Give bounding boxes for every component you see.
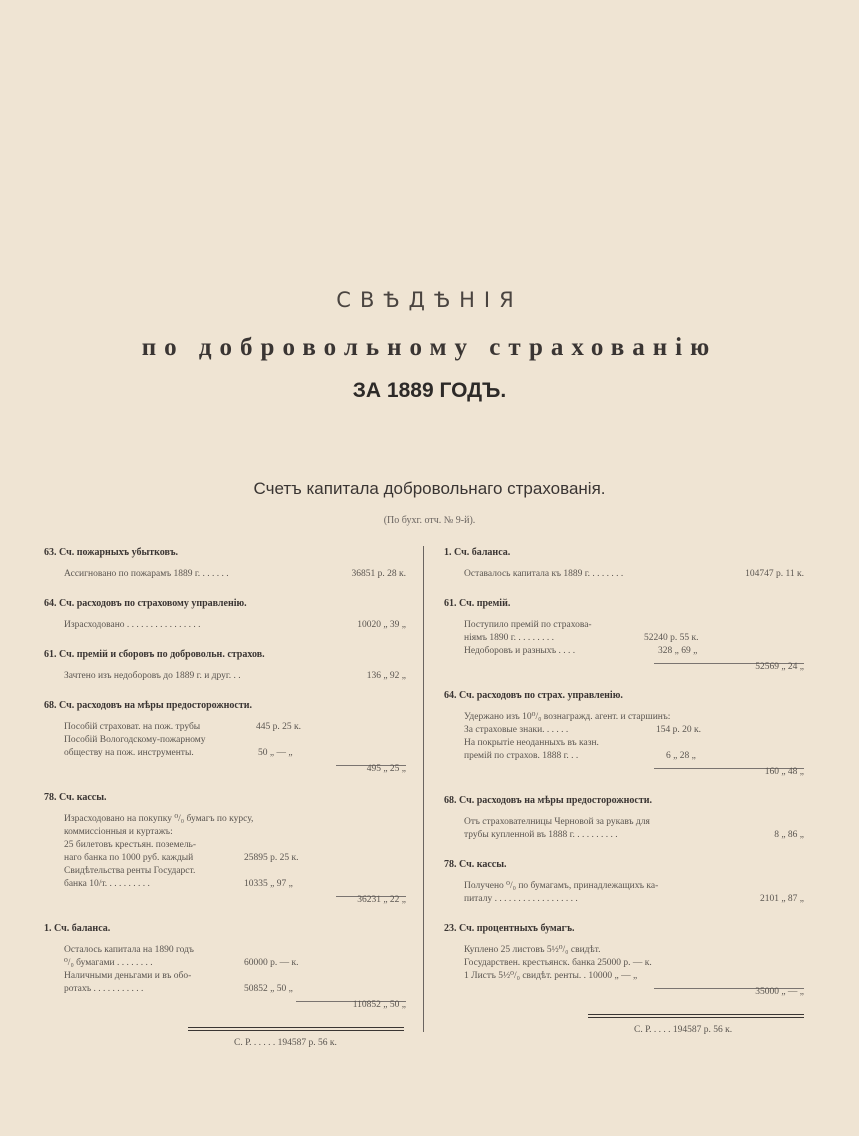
entry-text: На покрытіе неоданныхъ въ казн. bbox=[464, 738, 599, 748]
subtotal-amount: 110852 „ 50 „ bbox=[352, 1000, 406, 1010]
subtotal bbox=[44, 760, 406, 775]
subtotal-amount: 36231 „ 22 „ bbox=[357, 895, 406, 905]
section-heading: 68. Сч. расходовъ на мѣры предосторожности. bbox=[44, 700, 253, 711]
entry-line bbox=[444, 632, 804, 645]
entry-text: 25 билетовъ крестьян. поземель- bbox=[64, 840, 197, 850]
section-heading: 23. Сч. процентныхъ бумагъ. bbox=[444, 923, 575, 934]
left-section-64 bbox=[44, 597, 406, 632]
entry-line bbox=[444, 568, 804, 581]
right-section-1 bbox=[444, 546, 804, 581]
total-rule bbox=[588, 1017, 804, 1018]
section-heading: 78. Сч. кассы. bbox=[44, 792, 107, 803]
entry-text: коммиссіонныя и куртажъ: bbox=[64, 827, 173, 837]
subtotal bbox=[44, 996, 406, 1011]
entry-amount: 60000 р. — к. bbox=[244, 958, 299, 968]
section-heading: 68. Сч. расходовъ на мѣры предосторожности. bbox=[444, 795, 653, 806]
entry-line bbox=[444, 829, 804, 842]
entry-text: Наличными деньгами и въ обо- bbox=[64, 971, 192, 981]
section-heading: 1. Сч. баланса. bbox=[444, 547, 511, 558]
left-section-78 bbox=[44, 791, 406, 906]
entry-text: обществу на пож. инструменты. bbox=[64, 748, 194, 758]
entry-line bbox=[44, 619, 406, 632]
section-heading: 63. Сч. пожарныхъ убытковъ. bbox=[44, 547, 179, 558]
entry-text: Поступило премій по страхова- bbox=[464, 620, 592, 630]
subtotal bbox=[444, 983, 804, 998]
subtotal bbox=[444, 658, 804, 673]
heading-year: ЗА 1889 ГОДЪ. bbox=[352, 379, 507, 402]
right-column bbox=[444, 546, 804, 1035]
entry-text: трубы купленной въ 1888 г. . . . . . . . . . bbox=[464, 830, 618, 840]
entry-amount: 6 „ 28 „ bbox=[666, 751, 696, 761]
right-section-61 bbox=[444, 597, 804, 673]
entry-line bbox=[44, 747, 406, 760]
entry-text: Пособій страховат. на пож. трубы bbox=[64, 722, 201, 732]
subtotal-amount: 160 „ 48 „ bbox=[764, 767, 804, 777]
left-section-1 bbox=[44, 922, 406, 1011]
left-section-63 bbox=[44, 546, 406, 581]
entry-line bbox=[44, 878, 406, 891]
entry-amount: 8 „ 86 „ bbox=[774, 830, 804, 840]
entry-text: наго банка по 1000 руб. каждый bbox=[64, 853, 194, 863]
subtotal-amount: 495 „ 25 „ bbox=[366, 764, 406, 774]
entry-amount: 50 „ — „ bbox=[258, 748, 293, 758]
entry-line bbox=[444, 750, 804, 763]
entry-amount: 136 „ 92 „ bbox=[366, 671, 406, 681]
right-section-68 bbox=[444, 794, 804, 842]
column-divider bbox=[423, 546, 424, 1032]
subtotal-amount: 52569 „ 24 „ bbox=[755, 662, 804, 672]
entry-text: Ассигновано по пожарамъ 1889 г. . . . . . . bbox=[64, 569, 229, 579]
heading-voluntary-insurance: по добровольному страхованію bbox=[141, 334, 718, 361]
entry-text: Удержано изъ 10⁰/₀ вознагражд. агент. и старшинъ: bbox=[464, 712, 671, 722]
entry-line bbox=[44, 568, 406, 581]
left-section-61 bbox=[44, 648, 406, 683]
entry-text: ротахъ . . . . . . . . . . . bbox=[64, 984, 144, 994]
entry-amount: 328 „ 69 „ bbox=[658, 646, 698, 656]
account-title: Счетъ капитала добровольнаго страхованія. bbox=[253, 479, 606, 498]
entry-amount: 445 р. 25 к. bbox=[256, 722, 301, 732]
section-heading: 1. Сч. баланса. bbox=[44, 923, 111, 934]
entry-text: 1 Листъ 5½⁰/₀ свидѣт. ренты. . 10000 „ — „ bbox=[464, 971, 638, 981]
entry-text: Куплено 25 листовъ 5½⁰/₀ свидѣт. bbox=[464, 945, 601, 955]
right-section-78 bbox=[444, 858, 804, 906]
entry-text: ⁰/₀ бумагами . . . . . . . . bbox=[64, 958, 153, 968]
heading-svedeniya: СВѢДѢНІЯ bbox=[336, 288, 523, 312]
entry-text: Зачтено изъ недоборовъ до 1889 г. и друг. . . bbox=[64, 671, 241, 681]
entry-text: Отъ страхователницы Черновой за рукавъ для bbox=[464, 817, 650, 827]
section-heading: 64. Сч. расходовъ по страх. управленію. bbox=[444, 690, 623, 701]
subtotal bbox=[444, 763, 804, 778]
entry-line bbox=[44, 983, 406, 996]
entry-text: Государствен. крестьянск. банка 25000 р. — к. bbox=[464, 958, 652, 968]
entry-amount: 52240 р. 55 к. bbox=[644, 633, 699, 643]
entry-line bbox=[444, 893, 804, 906]
total-rule bbox=[188, 1030, 404, 1031]
entry-text: Израсходовано на покупку ⁰/₀ бумагъ по курсу, bbox=[64, 814, 254, 824]
entry-text: Израсходовано . . . . . . . . . . . . . . . . bbox=[64, 620, 201, 630]
left-column bbox=[44, 546, 406, 1048]
entry-text: премій по страхов. 1888 г. . . bbox=[464, 751, 579, 761]
entry-amount: 10020 „ 39 „ bbox=[357, 620, 406, 630]
entry-text: За страховые знаки. . . . . . bbox=[464, 725, 569, 735]
entry-text: Оставалось капитала къ 1889 г. . . . . . . . bbox=[464, 569, 624, 579]
entry-line bbox=[44, 670, 406, 683]
total-rule bbox=[188, 1027, 404, 1028]
entry-line bbox=[444, 645, 804, 658]
entry-text: Свидѣтельства ренты Государст. bbox=[64, 866, 196, 876]
right-section-64 bbox=[444, 689, 804, 778]
section-heading: 61. Сч. премій и сборовъ по добровольн. страхов. bbox=[44, 649, 265, 660]
entry-text: банка 10/т. . . . . . . . . . bbox=[64, 879, 150, 889]
entry-line bbox=[44, 957, 406, 970]
entry-line bbox=[44, 852, 406, 865]
entry-amount: 36851 р. 28 к. bbox=[351, 569, 406, 579]
entry-amount: 154 р. 20 к. bbox=[656, 725, 701, 735]
account-subtitle: (По бухг. отч. № 9-й). bbox=[383, 515, 476, 526]
entry-amount: 2101 „ 87 „ bbox=[759, 894, 804, 904]
grand-total-text: С. Р. . . . . . 194587 р. 56 к. bbox=[234, 1038, 337, 1048]
entry-amount: 104747 р. 11 к. bbox=[745, 569, 804, 579]
section-heading: 78. Сч. кассы. bbox=[444, 859, 507, 870]
entry-amount: 50852 „ 50 „ bbox=[244, 984, 293, 994]
right-section-23 bbox=[444, 922, 804, 998]
section-heading: 64. Сч. расходовъ по страховому управленію. bbox=[44, 598, 247, 609]
entry-text: питалу . . . . . . . . . . . . . . . . . . bbox=[464, 894, 578, 904]
total-rule bbox=[588, 1014, 804, 1015]
entry-text: Пособій Вологодскому-пожарному bbox=[64, 735, 206, 745]
entry-text: Получено ⁰/₀ по бумагамъ, принадлежащихъ ка- bbox=[464, 881, 659, 891]
entry-line bbox=[44, 721, 406, 734]
section-heading: 61. Сч. премій. bbox=[444, 598, 511, 609]
left-section-68 bbox=[44, 699, 406, 775]
entry-amount: 10335 „ 97 „ bbox=[244, 879, 293, 889]
subtotal-amount: 35000 „ — „ bbox=[755, 987, 804, 997]
entry-text: ніямъ 1890 г. . . . . . . . . bbox=[464, 633, 554, 643]
grand-total-text: С. Р. . . . . 194587 р. 56 к. bbox=[634, 1025, 733, 1035]
subtotal bbox=[44, 891, 406, 906]
entry-amount: 25895 р. 25 к. bbox=[244, 853, 299, 863]
entry-text: Осталось капитала на 1890 годъ bbox=[64, 945, 194, 955]
entry-text: Недоборовъ и разныхъ . . . . bbox=[464, 646, 576, 656]
entry-line bbox=[444, 724, 804, 737]
